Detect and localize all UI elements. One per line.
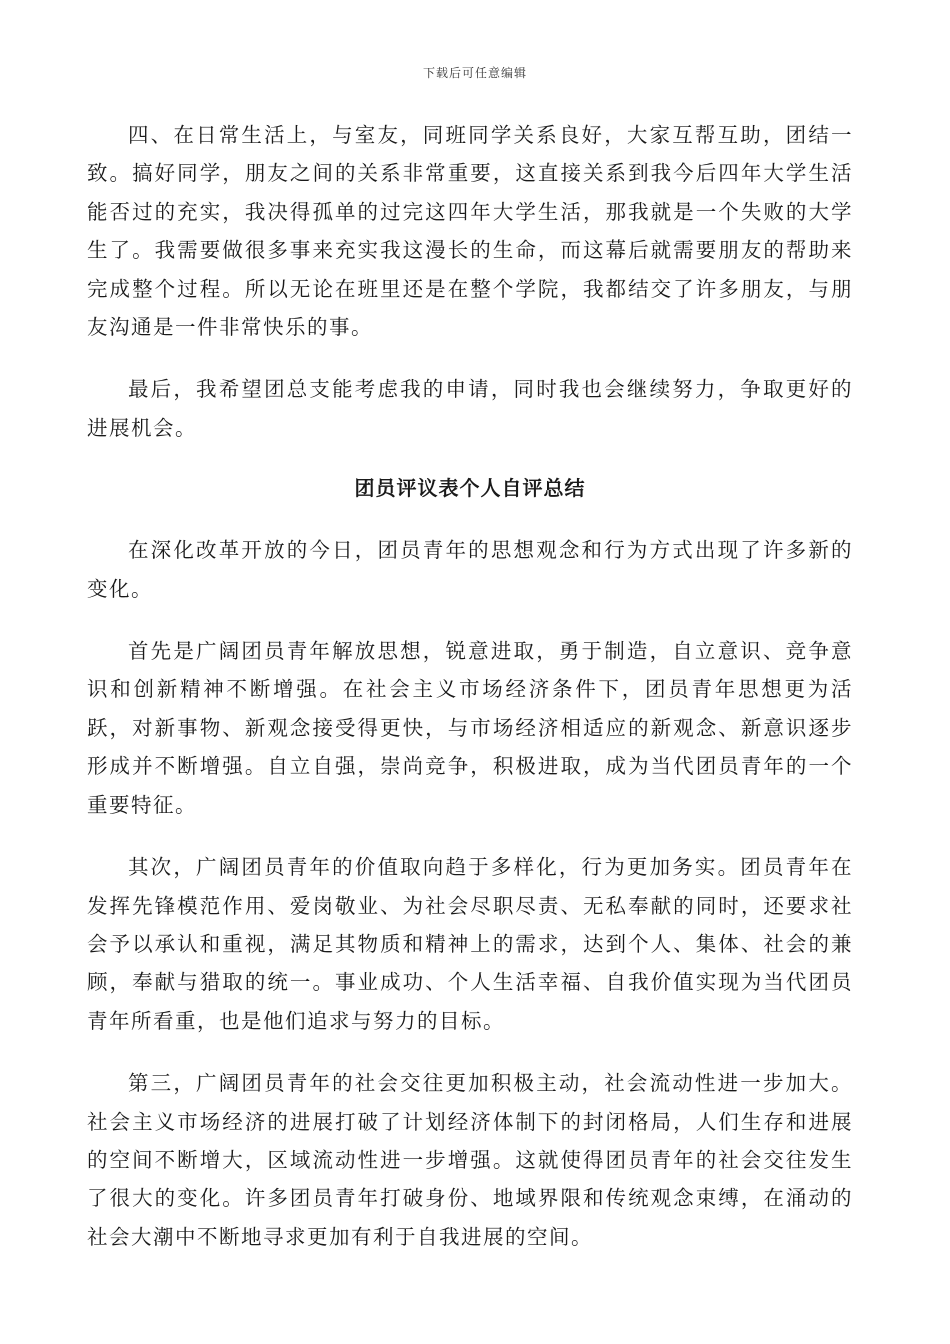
paragraph-first: 首先是广阔团员青年解放思想，锐意进取，勇于制造，自立意识、竞争意识和创新精神不断增强。在社会主义市场经济条件下，团员青年思想更为活跃，对新事物、新观念接受得更快，与市场经济相适应的新观念、新意识逐步形成并不断增强。自立自强，崇尚竞争，积极进取，成为当代团员青年的一个重要特征。 (87, 639, 853, 817)
document-body (87, 116, 853, 1256)
paragraph-intro: 在深化改革开放的今日，团员青年的思想观念和行为方式出现了许多新的变化。 (87, 538, 853, 601)
paragraph-daily-life: 四、在日常生活上，与室友，同班同学关系良好，大家互帮互助，团结一致。搞好同学，朋友之间的关系非常重要，这直接关系到我今后四年大学生活能否过的充实，我决得孤单的过完这四年大学生活，那我就是一个失败的大学生了。我需要做很多事来充实我这漫长的生命，而这幕后就需要朋友的帮助来完成整个过程。所以无论在班里还是在整个学院，我都结交了许多朋友，与朋友沟通是一件非常快乐的事。 (87, 123, 853, 340)
page-header: 下载后可任意编辑 (422, 66, 527, 80)
paragraph-second: 其次，广阔团员青年的价值取向趋于多样化，行为更加务实。团员青年在发挥先锋模范作用、爱岗敬业、为社会尽职尽责、无私奉献的同时，还要求社会予以承认和重视，满足其物质和精神上的需求，达到个人、集体、社会的兼顾，奉献与猎取的统一。事业成功、个人生活幸福、自我价值实现为当代团员青年所看重，也是他们追求与努力的目标。 (87, 855, 853, 1033)
section-title: 团员评议表个人自评总结 (354, 476, 586, 501)
paragraph-closing: 最后，我希望团总支能考虑我的申请，同时我也会继续努力，争取更好的进展机会。 (87, 377, 853, 440)
paragraph-third: 第三，广阔团员青年的社会交往更加积极主动，社会流动性进一步加大。社会主义市场经济的进展打破了计划经济体制下的封闭格局，人们生存和进展的空间不断增大，区域流动性进一步增强。这就使得团员青年的社会交往发生了很大的变化。许多团员青年打破身份、地域界限和传统观念束缚，在涌动的社会大潮中不断地寻求更加有利于自我进展的空间。 (87, 1071, 853, 1249)
